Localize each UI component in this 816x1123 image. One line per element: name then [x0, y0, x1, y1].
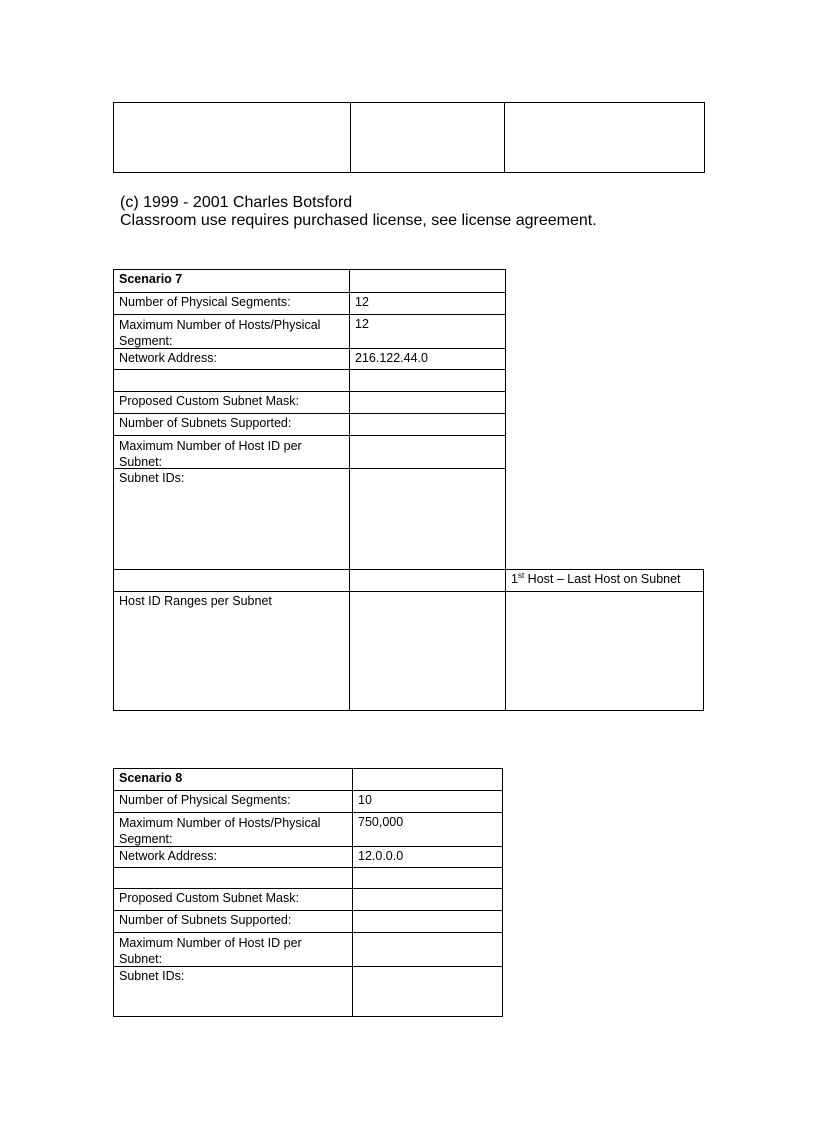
subnet-ids-label: Subnet IDs:: [119, 471, 185, 485]
subnet-mask-label: Proposed Custom Subnet Mask:: [119, 394, 299, 408]
physical-segments-value: 12: [355, 295, 369, 309]
network-address-value: 216.122.44.0: [355, 351, 428, 365]
range-header-rest: Host – Last Host on Subnet: [524, 572, 681, 586]
max-host-id-label: Maximum Number of Host ID per Subnet:: [119, 936, 302, 966]
range-header-prefix: 1: [511, 572, 518, 586]
subnet-mask-label: Proposed Custom Subnet Mask:: [119, 891, 299, 905]
network-address-label: Network Address:: [119, 351, 217, 365]
physical-segments-label: Number of Physical Segments:: [119, 295, 291, 309]
license-line: Classroom use requires purchased license, see license agreement.: [120, 212, 597, 229]
range-header: [505, 570, 703, 587]
physical-segments-label: Number of Physical Segments:: [119, 793, 291, 807]
max-hosts-label: Maximum Number of Hosts/Physical Segment:: [119, 816, 321, 846]
physical-segments-value: 10: [358, 793, 372, 807]
max-hosts-label: Maximum Number of Hosts/Physical Segment:: [119, 318, 321, 348]
scenario-title: Scenario 8: [119, 771, 183, 785]
max-hosts-value: 12: [355, 317, 369, 331]
scenario-title: Scenario 7: [119, 272, 183, 286]
max-hosts-value: 750,000: [358, 815, 404, 829]
top-table-divider: [504, 102, 505, 172]
host-ranges-label: Host ID Ranges per Subnet: [119, 594, 272, 608]
subnet-ids-label: Subnet IDs:: [119, 969, 185, 983]
top-table-divider: [350, 102, 351, 172]
max-host-id-label: Maximum Number of Host ID per Subnet:: [119, 439, 302, 469]
subnets-supported-label: Number of Subnets Supported:: [119, 913, 292, 927]
range-header-sup: st: [517, 570, 525, 580]
copyright-line: (c) 1999 - 2001 Charles Botsford: [120, 194, 353, 211]
network-address-label: Network Address:: [119, 849, 217, 863]
top-empty-table: [113, 102, 705, 173]
network-address-value: 12.0.0.0: [358, 849, 404, 863]
subnets-supported-label: Number of Subnets Supported:: [119, 416, 292, 430]
copyright-notice: [120, 194, 597, 230]
